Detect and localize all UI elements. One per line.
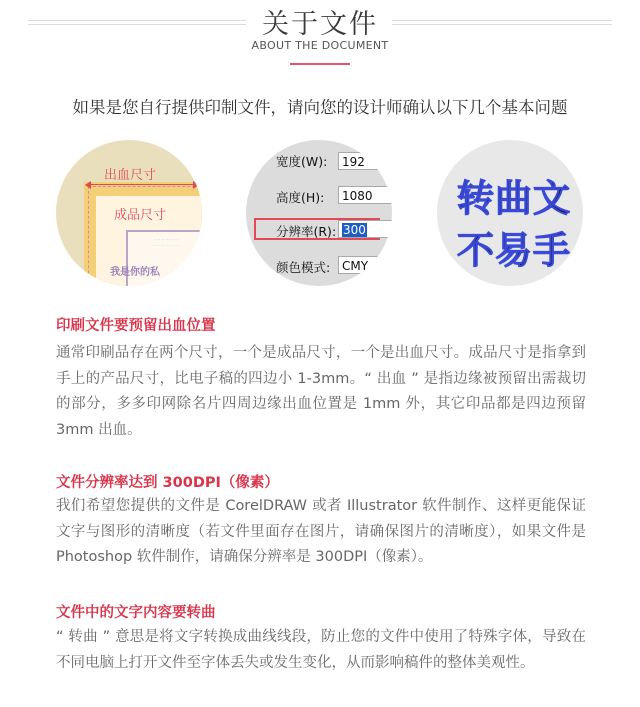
intro-text: 如果是您自行提供印制文件，请向您的设计师确认以下几个基本问题	[72, 98, 568, 117]
card-sample-text: 我是你的私	[110, 267, 160, 278]
resolution-field	[338, 220, 392, 238]
color-mode-label: 颜色模式:	[276, 260, 331, 275]
height-label: 高度(H):	[276, 190, 325, 205]
height-field: 1080	[338, 186, 392, 204]
page-subtitle: ABOUT THE DOCUMENT	[251, 39, 389, 52]
section-outline-title: 文件中的文字内容要转曲	[56, 605, 216, 621]
section-bleed-title: 印刷文件要预留出血位置	[56, 318, 216, 334]
outline-text-illustration	[437, 140, 583, 286]
bleed-illustration	[56, 140, 202, 286]
bleed-size-label: 出血尺寸	[104, 168, 157, 183]
section-resolution-title: 文件分辨率达到 300DPI（像素）	[56, 475, 279, 491]
color-mode-field: CMY	[338, 256, 392, 274]
outline-text-line2: 不易手	[457, 229, 571, 272]
title-underline	[290, 63, 350, 65]
card-fine-print: · · · · · · · · · · · · · · · · · · · · · ·	[151, 237, 181, 248]
width-label: 宽度(W):	[276, 154, 328, 169]
width-field: 192	[338, 152, 392, 170]
resolution-label: 分辨率(R):	[276, 224, 337, 239]
section-bleed-body: 通常印刷品存在两个尺寸，一个是成品尺寸，一个是出血尺寸。成品尺寸是指拿到手上的产品尺寸，比电子稿的四边小 1-3mm。“ 出血 ” 是指边缘被预留出需裁切的部分，多多印网除名片四周边缘出血位置是 1mm 外，其它印品都是四边预留 3mm 出血。	[56, 345, 586, 438]
resolution-illustration	[246, 140, 392, 286]
outline-text-line1: 转曲文	[457, 177, 571, 220]
page-title: 关于文件	[262, 9, 378, 40]
bleed-dimension-arrow	[86, 184, 198, 185]
resolution-value: 300	[343, 223, 366, 237]
trim-size-label: 成品尺寸	[114, 208, 167, 223]
section-outline-body: “ 转曲 ” 意思是将文字转换成曲线线段，防止您的文件中使用了特殊字体，导致在不同电脑上打开文件至字体丢失或发生变化，从而影响稿件的整体美观性。	[56, 629, 586, 671]
section-resolution-body: 我们希望您提供的文件是 CorelDRAW 或者 Illustrator 软件制作、这样更能保证文字与图形的清晰度（若文件里面存在图片，请确保图片的清晰度），如果文件是 Photoshop 软件制作，请确保分辨率是 300DPI（像素）。	[56, 498, 586, 565]
page-header	[0, 0, 640, 70]
